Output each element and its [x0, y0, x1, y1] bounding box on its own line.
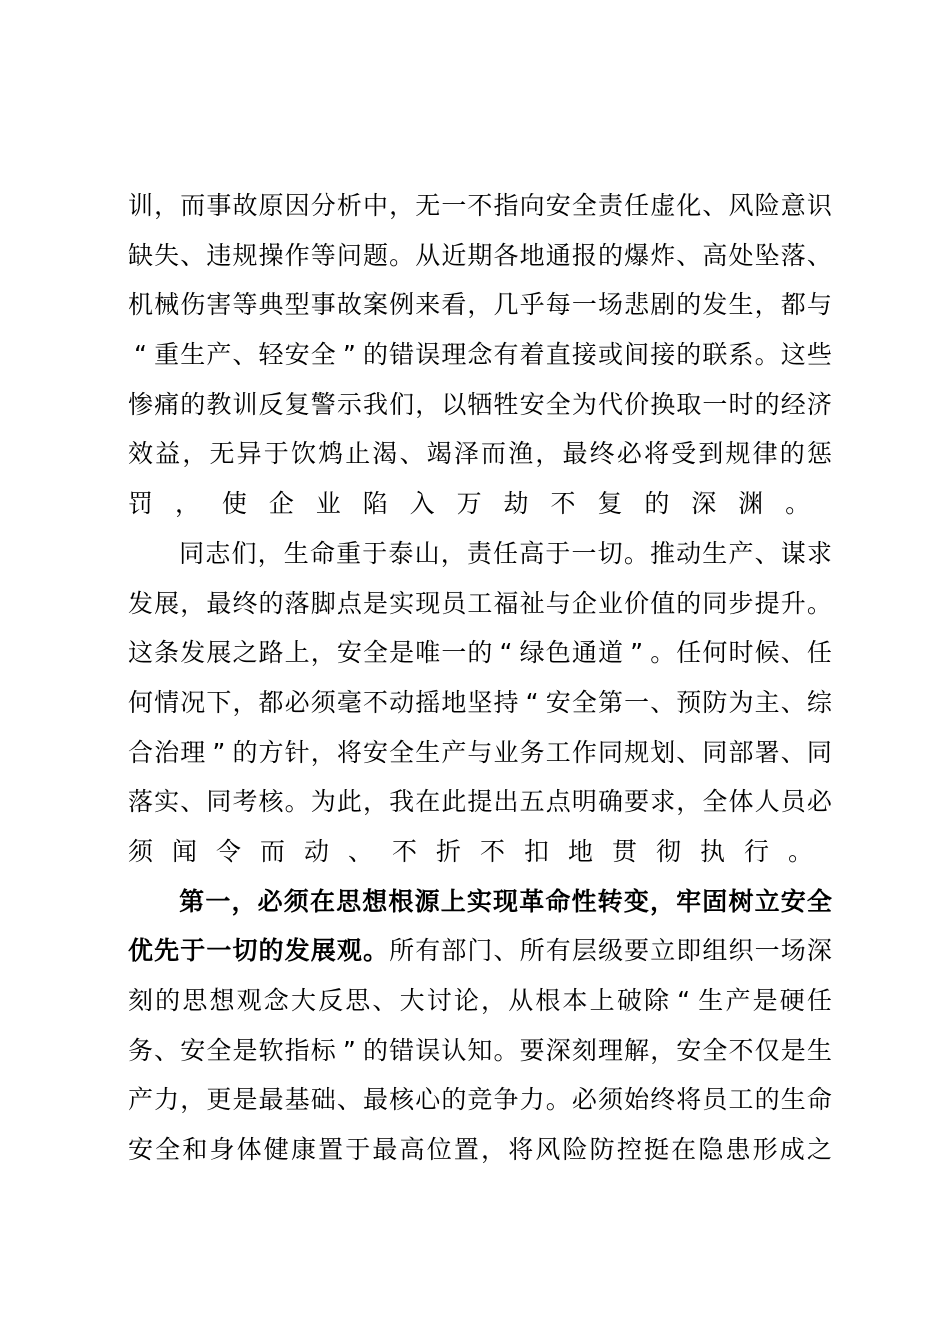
text-line: 罚 ， 使 企 业 陷 入 万 劫 不 复 的 深 渊 。: [128, 489, 811, 519]
text-line: 落 实 、 同 考 核 。 为 此 ， 我 在 此 提 出 五 点 明 确 要 求 ， 全 体 人 员 必: [128, 787, 832, 817]
text-line: 效 益 ， 无 异 于 饮 鸩 止 渴 、 竭 泽 而 渔 ， 最 终 必 将 受 到 规 律 的 惩: [128, 439, 832, 469]
text-line: 第 一 ， 必 须 在 思 想 根 源 上 实 现 革 命 性 转 变 ， 牢 固 树 立 安 全: [128, 882, 832, 932]
text-line: 惨 痛 的 教 训 反 复 警 示 我 们 ， 以 牺 牲 安 全 为 代 价 换 取 一 时 的 经 济: [128, 389, 832, 419]
paragraph-indent: [128, 534, 178, 584]
text-line: 机 械 伤 害 等 典 型 事 故 案 例 来 看 ， 几 乎 每 一 场 悲 剧 的 发 生 ， 都 与: [128, 290, 832, 320]
text-line: 刻 的 思 想 观 念 大 反 思 、 大 讨 论 ， 从 根 本 上 破 除 “ 生 产 是 硬 任: [128, 986, 832, 1015]
paragraph-p3-first-requirement: [128, 882, 832, 1180]
text-line: 安 全 和 身 体 健 康 置 于 最 高 位 置 ， 将 风 险 防 控 挺 在 隐 患 形 成 之: [128, 1135, 832, 1165]
text-line: 何 情 况 下 ， 都 必 须 毫 不 动 摇 地 坚 持 “ 安 全 第 一 、 预 防 为 主 、 综: [128, 687, 832, 717]
document-page: [128, 186, 832, 1180]
paragraph-p1-continuation: [128, 186, 832, 534]
text-line: “ 重 生 产 、 轻 安 全 ” 的 错 误 理 念 有 着 直 接 或 间 接 的 联 系 。 这 些: [134, 340, 832, 370]
text-line: 产 力 ， 更 是 最 基 础 、 最 核 心 的 竞 争 力 。 必 须 始 终 将 员 工 的 生 命: [128, 1085, 832, 1115]
text-line: 这 条 发 展 之 路 上 ， 安 全 是 唯 一 的 “ 绿 色 通 道 ” 。 任 何 时 候 、 任: [128, 638, 832, 668]
text-line: 缺 失 、 违 规 操 作 等 问 题 。 从 近 期 各 地 通 报 的 爆 炸 、 高 处 坠 落 、: [128, 240, 832, 270]
paragraph-indent: [128, 882, 178, 932]
text-line: 合 治 理 ” 的 方 针 ， 将 安 全 生 产 与 业 务 工 作 同 规 划 、 同 部 署 、 同: [128, 737, 832, 767]
text-line: 务 、 安 全 是 软 指 标 ” 的 错 误 认 知 。 要 深 刻 理 解 ， 安 全 不 仅 是 生: [128, 1035, 832, 1065]
text-line: 同 志 们 ， 生 命 重 于 泰 山 ， 责 任 高 于 一 切 。 推 动 生 产 、 谋 求: [128, 534, 832, 584]
text-line: 须 闻 令 而 动 、 不 折 不 扣 地 贯 彻 执 行 。: [128, 836, 814, 866]
text-line: 优 先 于 一 切 的 发 展 观 。 所 有 部 门 、 所 有 层 级 要 立 即 组 织 一 场 深: [128, 936, 832, 966]
paragraph-p2-comrades: [128, 534, 832, 882]
text-line: 训 ， 而 事 故 原 因 分 析 中 ， 无 一 不 指 向 安 全 责 任 虚 化 、 风 险 意 识: [128, 191, 832, 220]
text-line: 发 展 ， 最 终 的 落 脚 点 是 实 现 员 工 福 祉 与 企 业 价 值 的 同 步 提 升 。: [128, 588, 832, 618]
